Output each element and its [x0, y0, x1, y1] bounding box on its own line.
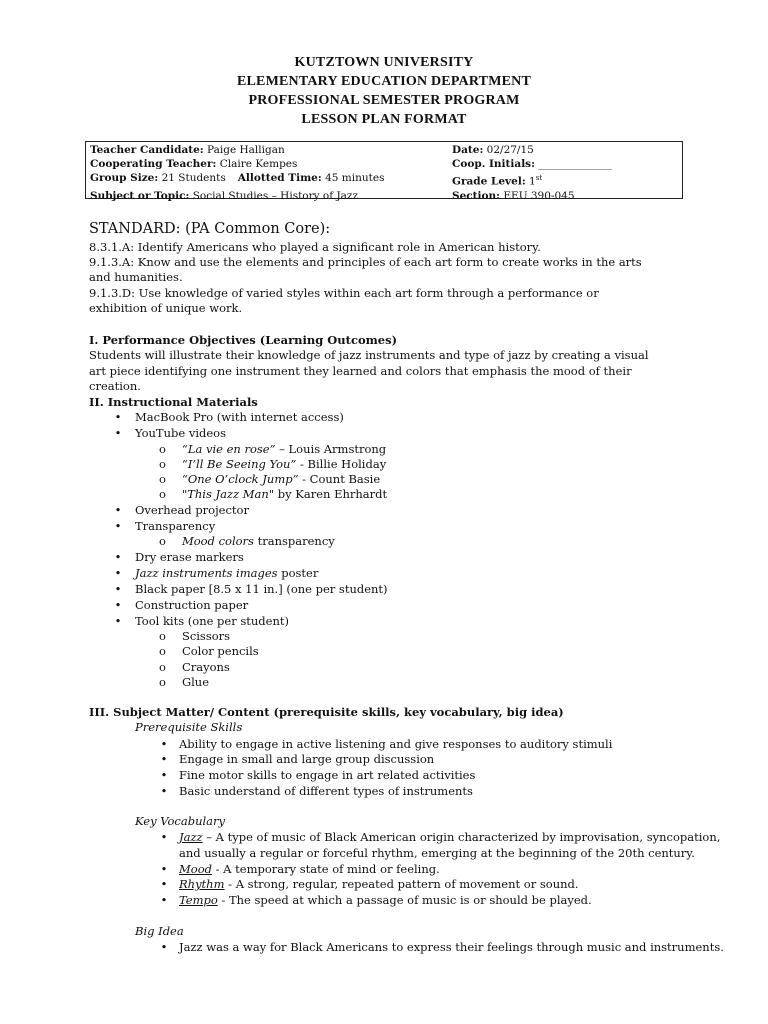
- subject-title: III. Subject Matter/ Content (prerequisite skills, key vocabulary, big idea): [89, 705, 564, 719]
- time-label: Allotted Time:: [237, 172, 322, 184]
- subject-label: Subject or Topic:: [90, 189, 190, 202]
- sub-bullet-icon: o: [159, 534, 166, 548]
- grade-label: Grade Level:: [452, 175, 526, 188]
- time-value: 45 minutes: [325, 172, 385, 184]
- video-item: [159, 487, 387, 501]
- bullet-icon: •: [114, 426, 122, 440]
- group-value: 21 Students: [161, 172, 226, 184]
- vocab-term: Tempo: [179, 893, 218, 907]
- bullet-icon: •: [160, 893, 168, 907]
- sub-bullet-icon: o: [159, 675, 166, 689]
- list-item-text: YouTube videos: [135, 426, 226, 440]
- video-item: [159, 442, 386, 456]
- vocab-item: [159, 877, 579, 891]
- list-item-text: Black paper [8.5 x 11 in.] (one per student): [135, 582, 388, 596]
- format-title: LESSON PLAN FORMAT: [301, 112, 467, 127]
- standard-item: [89, 255, 649, 285]
- list-item-text: Construction paper: [135, 598, 249, 612]
- bullet-icon: •: [160, 877, 168, 891]
- grade-value: 1: [529, 175, 536, 188]
- tool-name: Crayons: [181, 660, 230, 674]
- bullet-icon: •: [160, 862, 168, 876]
- video-item: [159, 472, 380, 486]
- list-item-text: Tool kits (one per student): [135, 614, 289, 628]
- objectives-title: I. Performance Objectives (Learning Outcomes): [89, 333, 398, 347]
- date-label: Date:: [452, 144, 484, 156]
- list-item: [159, 784, 473, 798]
- tool-name: Glue: [181, 675, 210, 689]
- bullet-icon: •: [160, 830, 168, 844]
- document-header: [0, 53, 768, 129]
- tool-name: Scissors: [181, 629, 231, 643]
- video-artist: by Karen Ehrhardt: [274, 487, 388, 501]
- standard-text: Identify Americans who played a significant role in American history.: [134, 240, 541, 254]
- sub-bullet-icon: o: [159, 644, 166, 658]
- vocab-definition: - The speed at which a passage of music is or should be played.: [217, 893, 592, 907]
- vocab-item: [159, 862, 440, 876]
- department-name: ELEMENTARY EDUCATION DEPARTMENT: [236, 74, 532, 89]
- list-item: [159, 737, 612, 751]
- grade-suffix: st: [535, 174, 543, 182]
- bullet-icon: •: [114, 566, 122, 580]
- date-value: 02/27/15: [486, 144, 534, 156]
- bullet-icon: •: [114, 503, 122, 517]
- jazz-images-rest: poster: [277, 566, 319, 580]
- sub-bullet-icon: o: [159, 457, 166, 471]
- bullet-icon: •: [114, 582, 122, 596]
- standard-code: 9.1.3.A:: [89, 255, 135, 269]
- list-item-text: MacBook Pro (with internet access): [135, 410, 344, 424]
- bullet-icon: •: [160, 940, 168, 954]
- list-item: [113, 426, 226, 440]
- list-item-text: Overhead projector: [135, 503, 249, 517]
- standard-item: [89, 240, 649, 255]
- video-title: “One O’clock Jump”: [181, 472, 299, 486]
- video-artist: - Billie Holiday: [296, 457, 387, 471]
- vocab-term: Jazz: [179, 830, 203, 844]
- list-item: [113, 519, 215, 533]
- standard-code: 8.3.1.A:: [89, 240, 135, 254]
- video-artist: - Count Basie: [298, 472, 381, 486]
- list-item: [113, 550, 244, 564]
- sub-item: [159, 534, 335, 548]
- list-item: [159, 940, 724, 954]
- sub-bullet-icon: o: [159, 660, 166, 674]
- sub-bullet-icon: o: [159, 487, 166, 501]
- standard-item: [89, 286, 649, 316]
- list-item: [159, 752, 434, 766]
- list-item-text: Transparency: [135, 519, 216, 533]
- list-item-text: Basic understand of different types of instruments: [179, 784, 473, 798]
- tool-item: [159, 660, 230, 674]
- list-item-text: Engage in small and large group discussion: [179, 752, 435, 766]
- university-name: KUTZTOWN UNIVERSITY: [294, 55, 474, 70]
- vocab-item: [159, 893, 592, 907]
- tool-item: [159, 675, 209, 689]
- bullet-icon: •: [114, 598, 122, 612]
- info-box: [85, 141, 683, 202]
- video-title: “La vie en rose”: [181, 442, 276, 456]
- big-idea-title: Big Idea: [135, 924, 184, 938]
- standard-text: Use knowledge of varied styles within each art form through a performance or exhibition of unique work.: [89, 286, 599, 315]
- mood-colors-label: Mood colors: [181, 534, 254, 548]
- section-label: Section:: [452, 189, 501, 202]
- initials-value: ______________: [538, 158, 612, 170]
- mood-colors-rest: transparency: [253, 534, 335, 548]
- vocab-term: Mood: [179, 862, 212, 876]
- standard-code: 9.1.3.D:: [89, 286, 136, 300]
- list-item-text: Ability to engage in active listening and give responses to auditory stimuli: [179, 737, 613, 751]
- bullet-icon: •: [114, 550, 122, 564]
- objectives-text: Students will illustrate their knowledge of jazz instruments and type of jazz by creating a visual art piece identifying one instrument they learned and colors that emphasis the mood of their creation.: [89, 348, 649, 393]
- vocab-definition: – A type of music of Black American origin characterized by improvisation, syncopation,: [202, 830, 721, 844]
- initials-label: Coop. Initials:: [452, 158, 535, 170]
- tool-item: [159, 629, 230, 643]
- standard-text: Know and use the elements and principles of each art form to create works in the arts and humanities.: [89, 255, 642, 284]
- list-item: [113, 410, 344, 424]
- vocab-definition: - A temporary state of mind or feeling.: [211, 862, 440, 876]
- vocab-term: Rhythm: [179, 877, 225, 891]
- list-item: [113, 598, 248, 612]
- tool-item: [159, 644, 259, 658]
- jazz-images-label: Jazz instruments images: [135, 566, 278, 580]
- bullet-icon: •: [160, 768, 168, 782]
- sub-bullet-icon: o: [159, 629, 166, 643]
- vocab-item: [159, 830, 720, 844]
- list-item: [113, 503, 249, 517]
- list-item: [159, 768, 475, 782]
- coop-label: Cooperating Teacher:: [90, 158, 217, 170]
- sub-bullet-icon: o: [159, 472, 166, 486]
- program-name: PROFESSIONAL SEMESTER PROGRAM: [248, 93, 520, 108]
- group-label: Group Size:: [90, 172, 159, 184]
- bullet-icon: •: [114, 519, 122, 533]
- bullet-icon: •: [160, 752, 168, 766]
- list-item: [113, 614, 289, 628]
- teacher-value: Paige Halligan: [207, 144, 285, 156]
- bullet-icon: •: [114, 410, 122, 424]
- bullet-icon: •: [160, 737, 168, 751]
- tool-name: Color pencils: [181, 644, 259, 658]
- vocab-title: Key Vocabulary: [135, 814, 226, 828]
- prereq-title: Prerequisite Skills: [135, 720, 243, 734]
- bullet-icon: •: [160, 784, 168, 798]
- video-artist: – Louis Armstrong: [275, 442, 387, 456]
- big-idea-text: Jazz was a way for Black Americans to express their feelings through music and instruments.: [179, 940, 724, 954]
- sub-bullet-icon: o: [159, 442, 166, 456]
- video-title: “I’ll Be Seeing You”: [181, 457, 297, 471]
- section-value: EEU 390-045: [503, 189, 575, 202]
- materials-title: II. Instructional Materials: [89, 395, 258, 409]
- list-item-text: Fine motor skills to engage in art related activities: [179, 768, 476, 782]
- bullet-icon: •: [114, 614, 122, 628]
- video-title: "This Jazz Man": [181, 487, 275, 501]
- coop-value: Claire Kempes: [219, 158, 298, 170]
- video-item: [159, 457, 386, 471]
- subject-value: Social Studies – History of Jazz: [192, 189, 358, 202]
- vocab-continuation: and usually a regular or forceful rhythm, emerging at the beginning of the 20th century.: [179, 846, 695, 860]
- teacher-label: Teacher Candidate:: [90, 144, 204, 156]
- vocab-definition: - A strong, regular, repeated pattern of movement or sound.: [224, 877, 579, 891]
- list-item: [113, 582, 388, 596]
- list-item-text: Dry erase markers: [135, 550, 244, 564]
- list-item: [113, 566, 318, 580]
- standard-title: STANDARD: (PA Common Core):: [89, 221, 331, 237]
